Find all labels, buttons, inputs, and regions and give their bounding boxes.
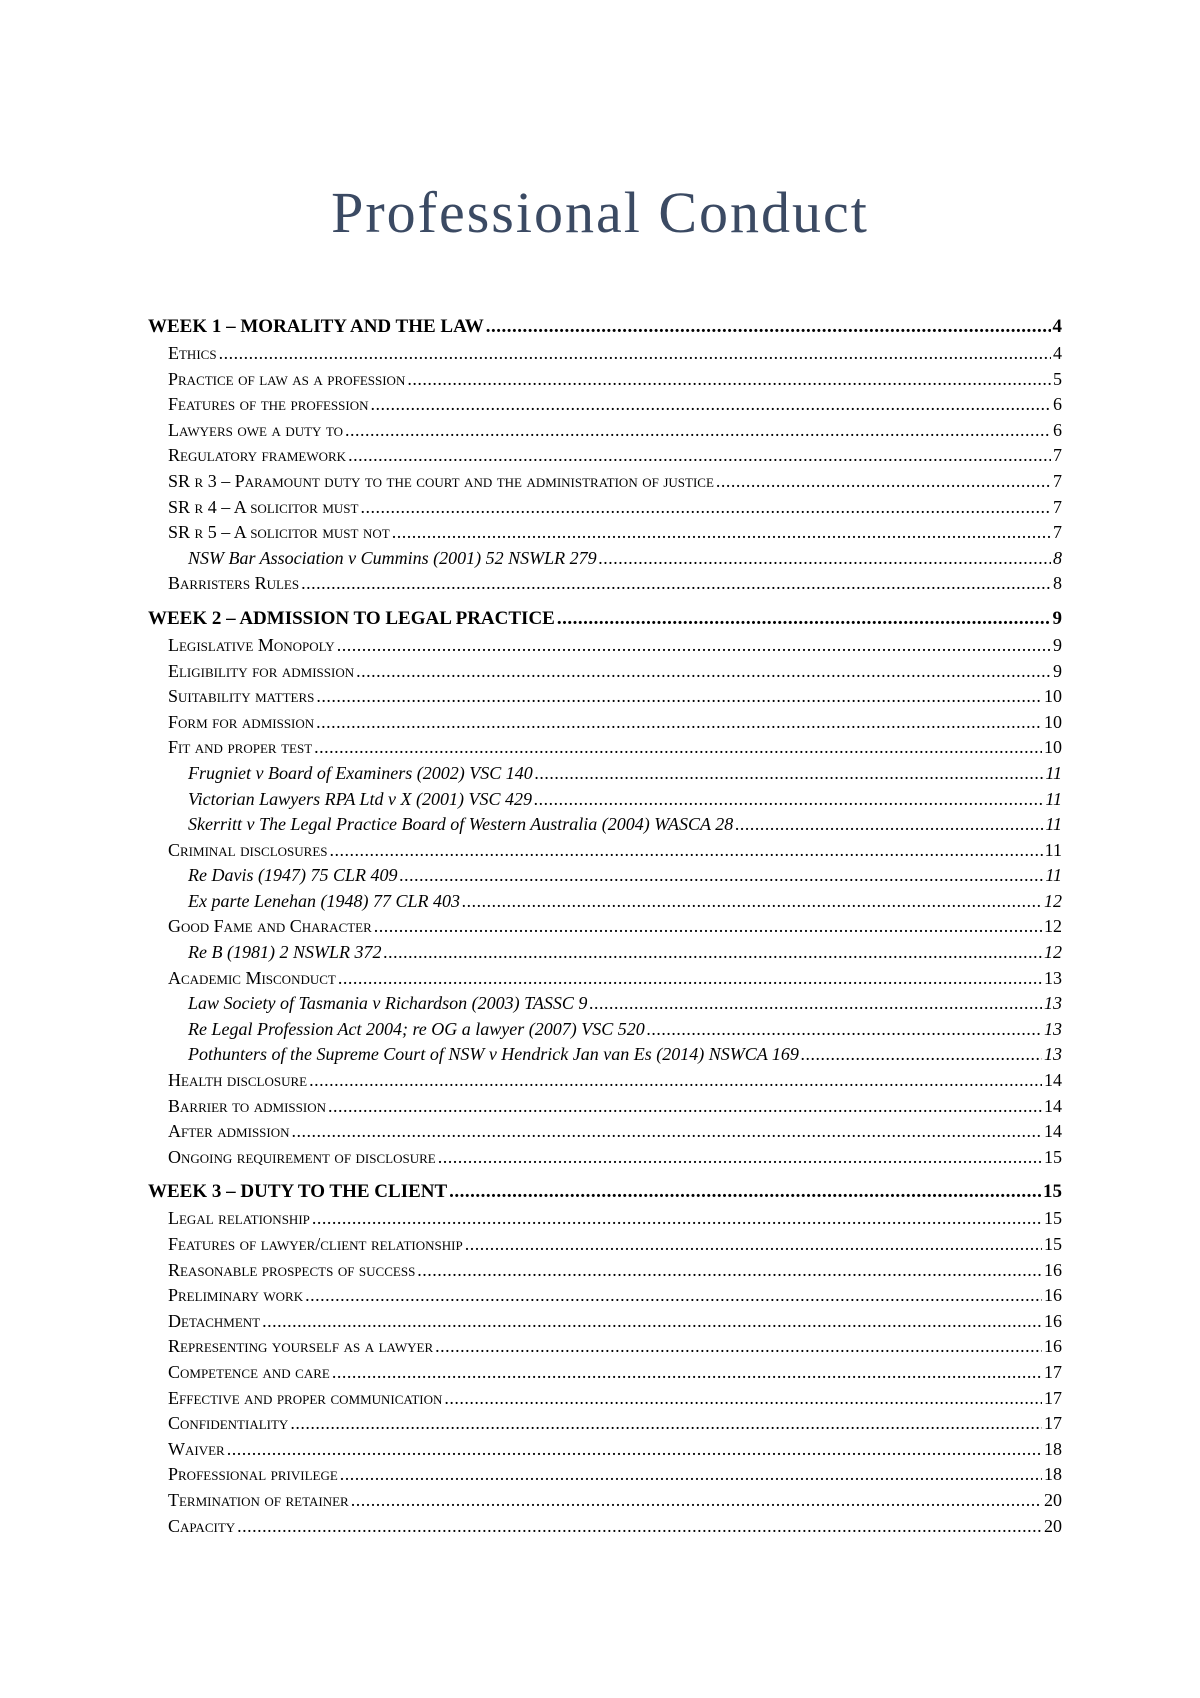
toc-section	[148, 313, 1062, 597]
toc-case-entry[interactable]	[148, 1042, 1062, 1068]
dot-leader	[534, 787, 1043, 813]
toc-entry-label: NSW Bar Association v Cummins (2001) 52 NSWLR 279	[188, 547, 597, 568]
toc-topic-entry[interactable]	[148, 1258, 1062, 1284]
dot-leader	[345, 418, 1051, 444]
toc-entry-label: Health disclosure	[168, 1070, 308, 1091]
dot-leader	[348, 443, 1051, 469]
toc-topic-entry[interactable]	[148, 1068, 1062, 1094]
toc-topic-entry[interactable]	[148, 443, 1062, 469]
toc-entry-page-number: 13	[1044, 1044, 1062, 1065]
toc-topic-entry[interactable]	[148, 1360, 1062, 1386]
toc-entry-label: Practice of law as a profession	[168, 368, 406, 389]
toc-entry-page-number: 7	[1053, 496, 1062, 517]
dot-leader	[290, 1411, 1042, 1437]
toc-entry-label: Criminal disclosures	[168, 839, 328, 860]
toc-entry-label: Re B (1981) 2 NSWLR 372	[188, 942, 382, 963]
toc-entry-page-number: 17	[1044, 1387, 1062, 1408]
toc-entry-label: Professional privilege	[168, 1464, 338, 1485]
dot-leader	[292, 1119, 1042, 1145]
toc-entry-page-number: 17	[1044, 1361, 1062, 1382]
toc-topic-entry[interactable]	[148, 469, 1062, 495]
toc-entry-page-number: 8	[1053, 547, 1062, 568]
dot-leader	[356, 659, 1051, 685]
toc-entry-page-number: 11	[1045, 865, 1062, 886]
dot-leader	[316, 710, 1042, 736]
dot-leader	[417, 1258, 1042, 1284]
dot-leader	[305, 1283, 1042, 1309]
dot-leader	[407, 367, 1051, 393]
toc-week-heading[interactable]	[148, 605, 1062, 633]
toc-entry-page-number: 11	[1045, 788, 1062, 809]
toc-entry-label: Academic Misconduct	[168, 967, 336, 988]
toc-entry-page-number: 10	[1044, 686, 1062, 707]
toc-entry-page-number: 13	[1044, 1018, 1062, 1039]
toc-entry-label: Good Fame and Character	[168, 916, 372, 937]
toc-entry-label: Skerritt v The Legal Practice Board of Western Australia (2004) WASCA 28	[188, 814, 734, 835]
toc-entry-page-number: 12	[1044, 942, 1062, 963]
toc-topic-entry[interactable]	[148, 1206, 1062, 1232]
toc-entry-page-number: 17	[1044, 1413, 1062, 1434]
toc-case-entry[interactable]	[148, 546, 1062, 572]
dot-leader	[309, 1068, 1042, 1094]
toc-entry-label: Effective and proper communication	[168, 1387, 443, 1408]
dot-leader	[486, 313, 1051, 341]
dot-leader	[219, 341, 1051, 367]
dot-leader	[647, 1017, 1042, 1043]
toc-entry-page-number: 16	[1044, 1285, 1062, 1306]
toc-topic-entry[interactable]	[148, 1283, 1062, 1309]
toc-entry-page-number: 16	[1044, 1259, 1062, 1280]
dot-leader	[351, 1488, 1042, 1514]
toc-topic-entry[interactable]	[148, 684, 1062, 710]
toc-entry-page-number: 20	[1044, 1515, 1062, 1536]
toc-topic-entry[interactable]	[148, 520, 1062, 546]
dot-leader	[312, 1206, 1042, 1232]
dot-leader	[316, 684, 1042, 710]
toc-entry-page-number: 18	[1044, 1438, 1062, 1459]
toc-entry-label: Victorian Lawyers RPA Ltd v X (2001) VSC 429	[188, 788, 532, 809]
toc-entry-page-number: 10	[1044, 737, 1062, 758]
toc-case-entry[interactable]	[148, 991, 1062, 1017]
dot-leader	[227, 1437, 1042, 1463]
toc-entry-page-number: 14	[1044, 1121, 1062, 1142]
dot-leader	[237, 1514, 1042, 1540]
toc-entry-page-number: 15	[1044, 1208, 1062, 1229]
toc-entry-label: Confidentiality	[168, 1413, 289, 1434]
toc-entry-page-number: 4	[1052, 316, 1062, 337]
toc-entry-page-number: 16	[1044, 1336, 1062, 1357]
toc-topic-entry[interactable]	[148, 966, 1062, 992]
toc-topic-entry[interactable]	[148, 1309, 1062, 1335]
toc-case-entry[interactable]	[148, 889, 1062, 915]
dot-leader	[370, 392, 1051, 418]
toc-entry-label: WEEK 3 – DUTY TO THE CLIENT	[148, 1181, 448, 1203]
dot-leader	[337, 633, 1051, 659]
toc-entry-page-number: 7	[1053, 522, 1062, 543]
toc-entry-label: Barrier to admission	[168, 1095, 327, 1116]
toc-entry-page-number: 11	[1045, 762, 1062, 783]
toc-topic-entry[interactable]	[148, 1488, 1062, 1514]
toc-entry-label: Frugniet v Board of Examiners (2002) VSC 140	[188, 762, 533, 783]
toc-entry-label: Suitability matters	[168, 686, 315, 707]
toc-case-entry[interactable]	[148, 787, 1062, 813]
toc-entry-page-number: 4	[1053, 343, 1062, 363]
toc-topic-entry[interactable]	[148, 1232, 1062, 1258]
toc-topic-entry[interactable]	[148, 1119, 1062, 1145]
toc-entry-page-number: 12	[1044, 916, 1062, 937]
toc-entry-label: Detachment	[168, 1310, 261, 1331]
dot-leader	[735, 812, 1043, 838]
toc-entry-label: Competence and care	[168, 1361, 330, 1382]
toc-entry-page-number: 6	[1053, 394, 1062, 415]
dot-leader	[301, 571, 1051, 597]
toc-entry-label: Ongoing requirement of disclosure	[168, 1146, 436, 1167]
toc-entry-label: Reasonable prospects of success	[168, 1259, 416, 1280]
dot-leader	[438, 1145, 1042, 1171]
toc-entry-label: Ex parte Lenehan (1948) 77 CLR 403	[188, 890, 460, 911]
toc-entry-label: Re Davis (1947) 75 CLR 409	[188, 865, 398, 886]
table-of-contents	[148, 313, 1062, 1539]
toc-section	[148, 605, 1062, 1170]
dot-leader	[314, 735, 1042, 761]
toc-entry-page-number: 11	[1045, 814, 1062, 835]
toc-entry-label: Lawyers owe a duty to	[168, 419, 344, 440]
toc-entry-label: Capacity	[168, 1515, 236, 1536]
toc-week-heading[interactable]	[148, 1178, 1062, 1206]
dot-leader	[465, 1232, 1042, 1258]
dot-leader	[399, 863, 1043, 889]
toc-entry-label: Ethics	[168, 343, 217, 363]
toc-topic-entry[interactable]	[148, 418, 1062, 444]
toc-entry-page-number: 13	[1044, 993, 1062, 1014]
toc-entry-page-number: 6	[1053, 419, 1062, 440]
dot-leader	[360, 495, 1051, 521]
toc-entry-label: Law Society of Tasmania v Richardson (2003) TASSC 9	[188, 993, 588, 1014]
toc-entry-label: After admission	[168, 1121, 290, 1142]
toc-entry-page-number: 14	[1044, 1070, 1062, 1091]
toc-entry-page-number: 16	[1044, 1310, 1062, 1331]
toc-entry-page-number: 9	[1052, 607, 1062, 629]
toc-week-heading[interactable]	[148, 313, 1062, 341]
toc-topic-entry[interactable]	[148, 367, 1062, 393]
toc-topic-entry[interactable]	[148, 659, 1062, 685]
dot-leader	[374, 914, 1042, 940]
toc-topic-entry[interactable]	[148, 571, 1062, 597]
toc-topic-entry[interactable]	[148, 633, 1062, 659]
toc-entry-label: Regulatory framework	[168, 445, 347, 466]
toc-entry-label: Features of the profession	[168, 394, 369, 415]
toc-entry-page-number: 7	[1053, 445, 1062, 466]
toc-entry-label: Barristers Rules	[168, 573, 300, 594]
toc-entry-page-number: 9	[1053, 634, 1062, 655]
toc-topic-entry[interactable]	[148, 1386, 1062, 1412]
toc-entry-page-number: 10	[1044, 711, 1062, 732]
toc-topic-entry[interactable]	[148, 1094, 1062, 1120]
dot-leader	[332, 1360, 1042, 1386]
toc-case-entry[interactable]	[148, 863, 1062, 889]
toc-entry-page-number: 13	[1044, 967, 1062, 988]
dot-leader	[716, 469, 1051, 495]
toc-entry-page-number: 11	[1044, 839, 1062, 860]
toc-case-entry[interactable]	[148, 761, 1062, 787]
toc-entry-page-number: 15	[1044, 1146, 1062, 1167]
toc-entry-page-number: 15	[1044, 1234, 1062, 1254]
toc-entry-page-number: 15	[1043, 1181, 1062, 1203]
toc-section	[148, 1178, 1062, 1539]
toc-entry-label: Termination of retainer	[168, 1489, 349, 1510]
toc-entry-page-number: 18	[1044, 1464, 1062, 1485]
toc-case-entry[interactable]	[148, 1017, 1062, 1043]
toc-entry-label: Waiver	[168, 1438, 225, 1459]
toc-entry-page-number: 7	[1053, 470, 1062, 491]
document-title: Professional Conduct	[331, 179, 869, 245]
toc-entry-label: Form for admission	[168, 711, 315, 732]
toc-entry-label: Legal relationship	[168, 1208, 310, 1229]
toc-case-entry[interactable]	[148, 940, 1062, 966]
toc-entry-page-number: 14	[1044, 1095, 1062, 1116]
dot-leader	[599, 546, 1051, 572]
dot-leader	[557, 605, 1051, 633]
toc-topic-entry[interactable]	[148, 838, 1062, 864]
toc-topic-entry[interactable]	[148, 1411, 1062, 1437]
dot-leader	[330, 838, 1043, 864]
toc-entry-page-number: 20	[1044, 1489, 1062, 1510]
dot-leader	[328, 1094, 1042, 1120]
toc-topic-entry[interactable]	[148, 1334, 1062, 1360]
toc-entry-page-number: 5	[1053, 368, 1062, 389]
toc-entry-label: Preliminary work	[168, 1285, 304, 1306]
dot-leader	[340, 1462, 1042, 1488]
toc-entry-label: Re Legal Profession Act 2004; re OG a lawyer (2007) VSC 520	[188, 1018, 645, 1039]
toc-entry-page-number: 8	[1053, 573, 1062, 594]
toc-entry-label: Pothunters of the Supreme Court of NSW v Hendrick Jan van Es (2014) NSWCA 169	[188, 1044, 799, 1065]
dot-leader	[535, 761, 1044, 787]
toc-entry-page-number: 9	[1053, 660, 1062, 681]
dot-leader	[435, 1334, 1042, 1360]
toc-topic-entry[interactable]	[148, 1514, 1062, 1540]
dot-leader	[262, 1309, 1042, 1335]
toc-topic-entry[interactable]	[148, 341, 1062, 367]
toc-entry-label: SR r 4 – A solicitor must	[168, 496, 359, 517]
toc-entry-label: Representing yourself as a lawyer	[168, 1336, 434, 1357]
toc-entry-label: SR r 5 – A solicitor must not	[168, 522, 390, 543]
toc-entry-label: WEEK 2 – ADMISSION TO LEGAL PRACTICE	[148, 607, 555, 629]
dot-leader	[383, 940, 1042, 966]
toc-entry-label: WEEK 1 – MORALITY AND THE LAW	[148, 316, 484, 337]
toc-topic-entry[interactable]	[148, 1145, 1062, 1171]
toc-entry-label: Eligibility for admission	[168, 660, 355, 681]
dot-leader	[338, 966, 1042, 992]
toc-topic-entry[interactable]	[148, 710, 1062, 736]
dot-leader	[444, 1386, 1042, 1412]
dot-leader	[589, 991, 1042, 1017]
toc-topic-entry[interactable]	[148, 495, 1062, 521]
toc-entry-label: Legislative Monopoly	[168, 634, 335, 655]
toc-topic-entry[interactable]	[148, 1437, 1062, 1463]
dot-leader	[392, 520, 1051, 546]
toc-topic-entry[interactable]	[148, 914, 1062, 940]
toc-topic-entry[interactable]	[148, 1462, 1062, 1488]
dot-leader	[449, 1178, 1041, 1206]
toc-topic-entry[interactable]	[148, 392, 1062, 418]
toc-case-entry[interactable]	[148, 812, 1062, 838]
toc-entry-label: SR r 3 – Paramount duty to the court and the administration of justice	[168, 470, 714, 491]
toc-entry-label: Fit and proper test	[168, 737, 313, 758]
toc-topic-entry[interactable]	[148, 735, 1062, 761]
dot-leader	[462, 889, 1042, 915]
dot-leader	[801, 1042, 1042, 1068]
toc-entry-page-number: 12	[1044, 890, 1062, 911]
toc-entry-label: Features of lawyer/client relationship	[168, 1234, 463, 1254]
